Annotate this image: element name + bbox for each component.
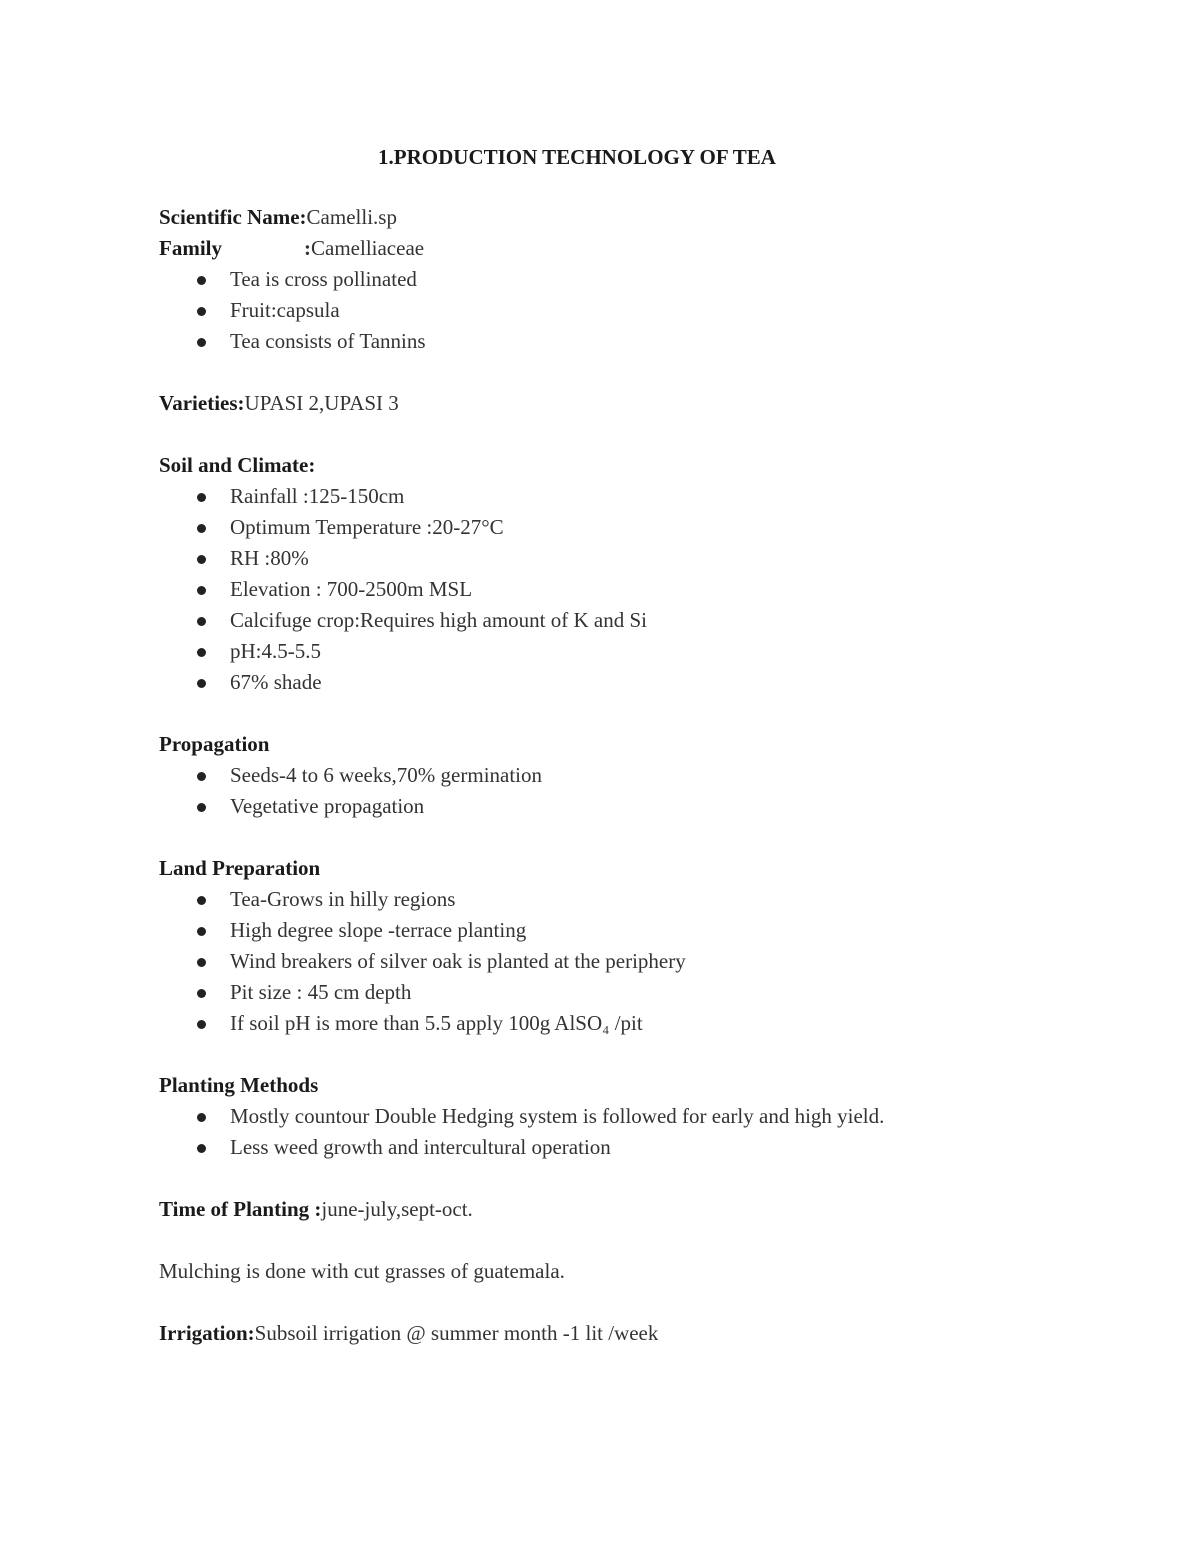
page-title-text: 1.PRODUCTION TECHNOLOGY OF TEA (378, 145, 776, 169)
family-line (159, 233, 884, 264)
list-item: Tea-Grows in hilly regions (159, 884, 884, 915)
list-item: Elevation : 700-2500m MSL (159, 574, 884, 605)
list-item: Optimum Temperature :20-27°C (159, 512, 884, 543)
list-item: Wind breakers of silver oak is planted at the periphery (159, 946, 884, 977)
planting-methods-heading: Planting Methods (159, 1073, 319, 1097)
intro-list (159, 264, 884, 357)
soil-climate-list (159, 481, 884, 698)
list-item: Seeds-4 to 6 weeks,70% germination (159, 760, 884, 791)
list-item: Tea consists of Tannins (159, 326, 884, 357)
list-item: Rainfall :125-150cm (159, 481, 884, 512)
varieties-value: UPASI 2,UPASI 3 (244, 391, 399, 415)
scientific-name-value: Camelli.sp (306, 205, 397, 229)
scientific-name-line (159, 202, 884, 233)
propagation-list (159, 760, 884, 822)
irrigation-line (159, 1318, 884, 1349)
mulching-line: Mulching is done with cut grasses of guatemala. (159, 1259, 565, 1283)
list-item: Fruit:capsula (159, 295, 884, 326)
list-item: Calcifuge crop:Requires high amount of K and Si (159, 605, 884, 636)
document-body (159, 202, 884, 1349)
family-value: Camelliaceae (311, 236, 425, 260)
planting-methods-list (159, 1101, 884, 1163)
time-of-planting-label: Time of Planting : (159, 1197, 322, 1221)
list-item: 67% shade (159, 667, 884, 698)
soil-climate-heading: Soil and Climate: (159, 453, 316, 477)
list-item: pH:4.5-5.5 (159, 636, 884, 667)
list-item: RH :80% (159, 543, 884, 574)
family-label: Family (159, 236, 222, 260)
list-item: Less weed growth and intercultural operation (159, 1132, 884, 1163)
family-colon: : (304, 236, 311, 260)
irrigation-label: Irrigation: (159, 1321, 255, 1345)
varieties-label: Varieties: (159, 391, 245, 415)
list-item: Pit size : 45 cm depth (159, 977, 884, 1008)
list-item: Tea is cross pollinated (159, 264, 884, 295)
varieties-line (159, 388, 884, 419)
land-preparation-list (159, 884, 884, 1039)
scientific-name-label: Scientific Name: (159, 205, 307, 229)
time-of-planting-line (159, 1194, 884, 1225)
land-preparation-heading: Land Preparation (159, 856, 321, 880)
propagation-heading: Propagation (159, 732, 270, 756)
list-item: Vegetative propagation (159, 791, 884, 822)
list-item: If soil pH is more than 5.5 apply 100g AlSO₄ /pit (159, 1008, 884, 1039)
time-of-planting-value: june-july,sept-oct. (321, 1197, 473, 1221)
list-item: Mostly countour Double Hedging system is followed for early and high yield. (159, 1101, 884, 1132)
irrigation-value: Subsoil irrigation @ summer month -1 lit /week (254, 1321, 659, 1345)
page-title (0, 143, 1200, 171)
list-item: High degree slope -terrace planting (159, 915, 884, 946)
